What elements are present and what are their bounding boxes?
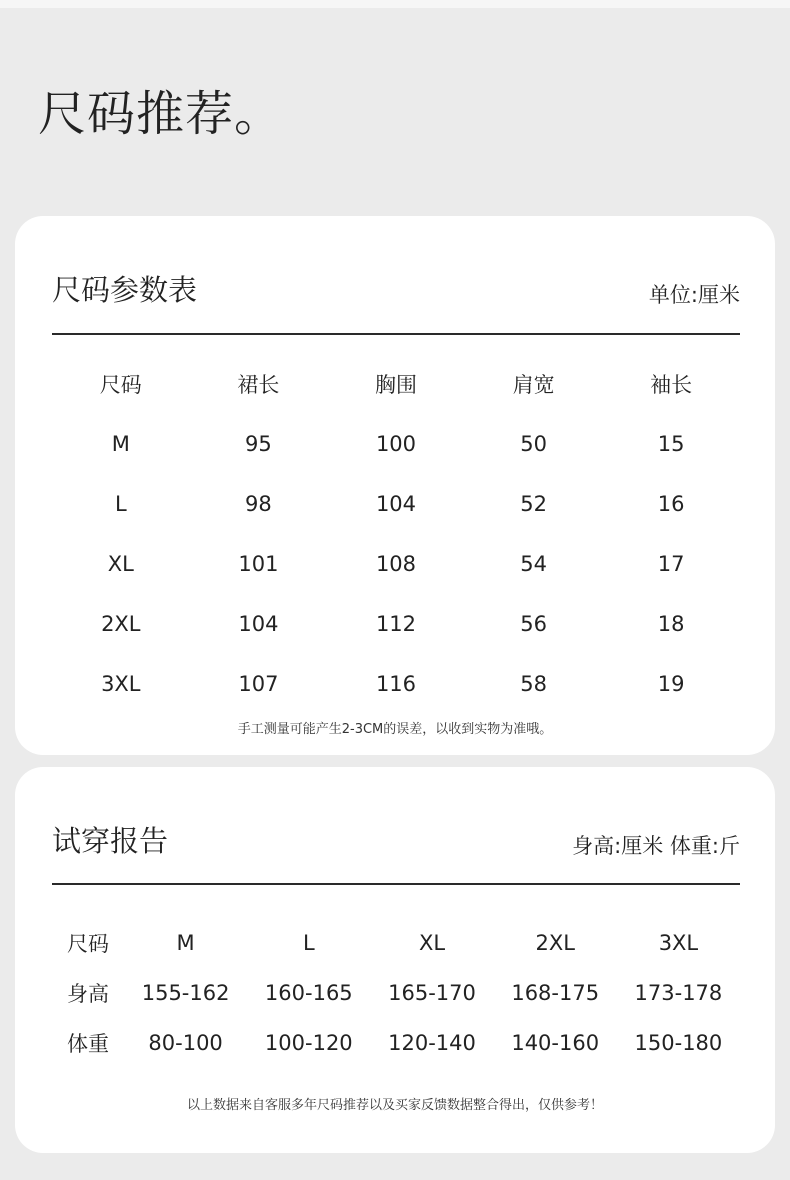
table-cell: 18: [657, 612, 685, 636]
table-cell: 2XL: [535, 931, 575, 955]
page-title: 尺码推荐。: [38, 86, 284, 142]
table-cell: 98: [245, 492, 272, 516]
fit-report-unit: 身高:厘米 体重:斤: [572, 834, 740, 858]
table-cell: 112: [375, 612, 417, 636]
table-cell: 101: [238, 552, 279, 576]
table-cell: 15: [657, 432, 685, 456]
table-cell: 108: [375, 552, 417, 576]
table-cell: 150-180: [634, 1031, 723, 1055]
table-cell: L: [114, 492, 127, 516]
fit-report-title: 试穿报告: [52, 824, 169, 858]
table-cell: 54: [520, 552, 547, 576]
size-chart-title: 尺码参数表: [52, 273, 198, 307]
table-cell: 140-160: [511, 1031, 600, 1055]
table-cell: 19: [657, 672, 685, 696]
table-cell: 107: [238, 672, 279, 696]
table-row: [52, 918, 740, 968]
table-row: [52, 474, 740, 534]
table-cell: 160-165: [264, 981, 353, 1005]
table-row: [52, 654, 740, 714]
table-cell: 17: [657, 552, 685, 576]
table-row: [52, 414, 740, 474]
measurement-note: 手工测量可能产生2-3CM的误差，以收到实物为准哦。: [237, 722, 553, 737]
table-row: [52, 594, 740, 654]
row-label: 尺码: [67, 932, 109, 956]
table-cell: 116: [375, 672, 417, 696]
table-cell: M: [111, 432, 130, 456]
table-cell: 56: [520, 612, 547, 636]
column-header: 裙长: [237, 373, 280, 397]
column-header: 胸围: [374, 373, 417, 397]
size-chart-header-row: [52, 354, 740, 414]
table-cell: 2XL: [101, 612, 141, 636]
column-header: 尺码: [99, 373, 142, 397]
table-cell: 3XL: [101, 672, 141, 696]
table-cell: 173-178: [634, 981, 723, 1005]
table-cell: L: [302, 931, 315, 955]
top-strip: [0, 0, 790, 8]
table-cell: 95: [245, 432, 272, 456]
table-row: [52, 534, 740, 594]
table-cell: XL: [107, 552, 134, 576]
table-cell: 165-170: [388, 981, 476, 1005]
table-row: [52, 968, 740, 1018]
fit-report-divider: [52, 883, 740, 885]
column-header: 袖长: [650, 373, 693, 397]
table-cell: 168-175: [511, 981, 600, 1005]
fit-report-table: [52, 918, 740, 1068]
row-label: 体重: [67, 1032, 109, 1056]
table-cell: 104: [238, 612, 279, 636]
table-cell: 3XL: [658, 931, 699, 955]
fit-report-note: 以上数据来自客服多年尺码推荐以及买家反馈数据整合得出，仅供参考！: [186, 1098, 603, 1113]
table-cell: 120-140: [388, 1031, 476, 1055]
table-cell: M: [176, 931, 195, 955]
table-cell: 100: [375, 432, 417, 456]
table-cell: 80-100: [148, 1031, 223, 1055]
table-cell: 100-120: [264, 1031, 353, 1055]
fit-report-card: [15, 767, 775, 1153]
column-header: 肩宽: [512, 373, 555, 397]
row-label: 身高: [67, 982, 109, 1006]
fit-report-header: [52, 819, 740, 863]
size-chart-card: [15, 216, 775, 755]
size-chart-header: [52, 268, 740, 312]
table-cell: 16: [657, 492, 685, 516]
table-cell: 50: [520, 432, 547, 456]
size-chart-table: [52, 354, 740, 714]
table-cell: 155-162: [141, 981, 230, 1005]
table-row: [52, 1018, 740, 1068]
table-cell: XL: [418, 931, 446, 955]
table-cell: 58: [520, 672, 547, 696]
size-chart-divider: [52, 333, 740, 335]
size-chart-unit: 单位:厘米: [648, 283, 740, 307]
table-cell: 104: [375, 492, 417, 516]
table-cell: 52: [520, 492, 547, 516]
